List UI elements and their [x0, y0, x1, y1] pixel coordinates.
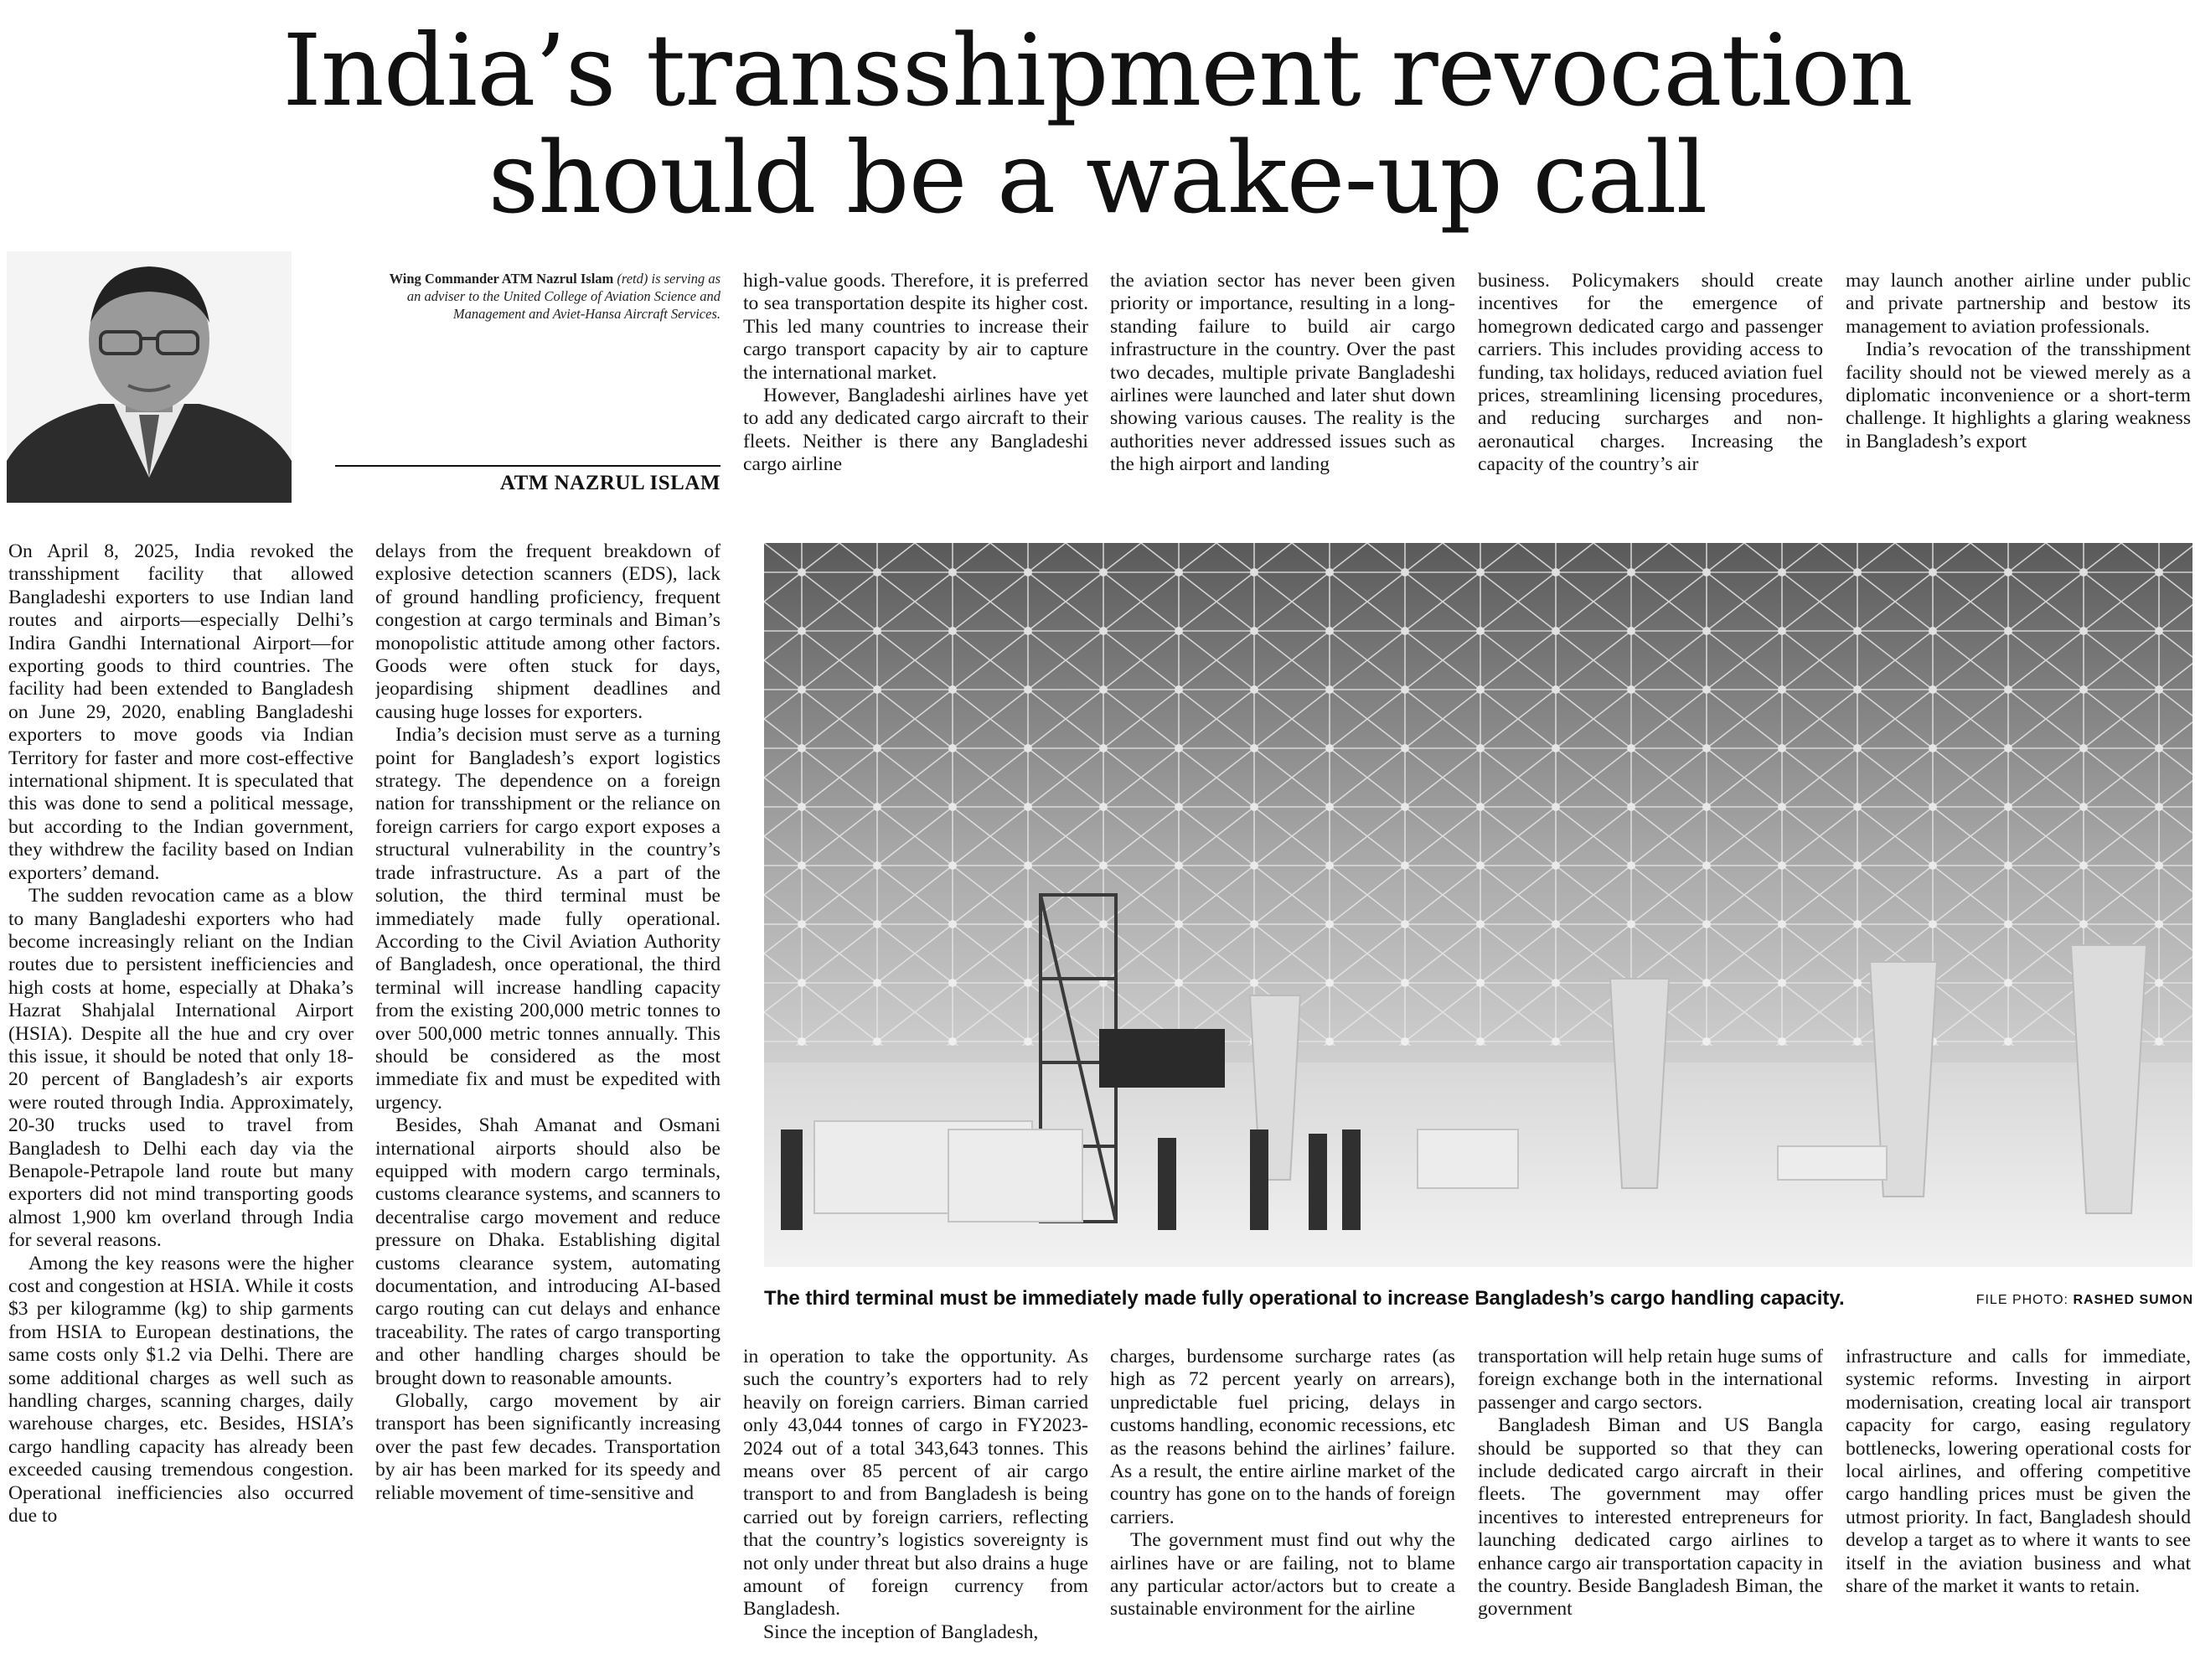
paragraph: the aviation sector has never been given priority or importance, resulting in a long-standing failure to build air cargo infrastructure in the country. Over the past two decades, multiple private Bangladeshi airlines were launched and later shut down showing various causes. The reality is the authorities never addressed issues such as the high airport and landing — [1110, 270, 1455, 476]
article-column-5-bottom — [1478, 1346, 1823, 1674]
headline-line-1: India’s transshipment revocation — [282, 13, 1913, 128]
paragraph: Among the key reasons were the higher cost and congestion at HSIA. While it costs $3 per kilogramme (kg) to ship garments from HSIA to European destinations, the same costs only $1.2 via Delhi. There are some additional charges as well such as handling charges, scanning charges, daily warehouse charges, etc. Besides, HSIA’s cargo handling capacity has already been exceeded causing tremendous congestion. Operational inefficiencies also occurred due to — [8, 1252, 354, 1528]
author-bio — [377, 270, 720, 323]
paragraph: business. Policymakers should create incentives for the emergence of homegrown dedicated cargo and passenger carriers. This includes providing access to funding, tax holidays, reduced aviation fuel prices, streamlining licensing procedures, and reducing surcharges and non-aeronautical charges. Increasing the capacity of the country’s air — [1478, 270, 1823, 476]
byline-rule — [335, 465, 720, 467]
paragraph: However, Bangladeshi airlines have yet to add any dedicated cargo aircraft to their fleets. Neither is there any Bangladeshi cargo airline — [743, 385, 1088, 476]
terminal-photo — [764, 543, 2192, 1267]
article-column-3-bottom — [743, 1346, 1088, 1674]
byline: ATM NAZRUL ISLAM — [499, 472, 720, 494]
paragraph: Besides, Shah Amanat and Osmani international airports should also be equipped with modern cargo terminals, customs clearance systems, and scanners to decentralise cargo movement and reduce pressure on Dhaka. Establishing digital customs clearance system, automating documentation, and introducing AI-based cargo routing can cut delays and enhance traceability. The rates of cargo transporting and other handling charges should be brought down to reasonable amounts. — [375, 1114, 720, 1389]
paragraph: The government must find out why the airlines have or are failing, not to blame any particular actor/actors but to create a sustainable environment for the airline — [1110, 1529, 1455, 1621]
author-bio-name: Wing Commander ATM Nazrul Islam — [389, 271, 614, 287]
paragraph: infrastructure and calls for immediate, systemic reforms. Investing in airport modernisation, creating local air transport capacity for cargo, easing regulatory bottlenecks, lowering operational costs for local airlines, and offering competitive cargo handling prices must be given the utmost priority. In fact, Bangladesh should develop a target as to where it wants to see itself in the aviation business and what share of the market it wants to retain. — [1846, 1346, 2191, 1598]
paragraph: India’s decision must serve as a turning point for Bangladesh’s export logistics strategy. The dependence on a foreign nation for transshipment or the reliance on foreign carriers for cargo export exposes a structural vulnerability in the country’s trade infrastructure. As a part of the solution, the third terminal must be immediately made fully operational. According to the Civil Aviation Authority of Bangladesh, once operational, the third terminal will increase handling capacity from the existing 200,000 metric tonnes to over 500,000 metric tonnes annually. This should be considered as the most immediate fix and must be expedited with urgency. — [375, 724, 720, 1114]
paragraph: India’s revocation of the transshipment facility should not be viewed merely as a diplomatic inconvenience or a short-term challenge. It highlights a glaring weakness in Bangladesh’s export — [1846, 339, 2191, 452]
photo-credit-name: RASHED SUMON — [2073, 1293, 2193, 1307]
paragraph: charges, burdensome surcharge rates (as high as 72 percent yearly on arrears), unpredictable fuel pricing, delays in customs handling, economic recessions, etc as the reasons behind the airlines’ failure. As a result, the entire airline market of the country has gone on to the hands of foreign carriers. — [1110, 1346, 1455, 1528]
paragraph: On April 8, 2025, India revoked the transshipment facility that allowed Bangladeshi exporters to use Indian land routes and airports—especially Delhi’s Indira Gandhi International Airport—for exporting goods to third countries. The facility had been extended to Bangladesh on June 29, 2020, enabling Bangladeshi exporters to move goods via Indian Territory for faster and more cost-effective international shipment. It is speculated that this was done to send a political message, but according to the Indian government, they withdrew the facility based on Indian exporters’ demand. — [8, 540, 354, 884]
photo-caption: The third terminal must be immediately made fully operational to increase Bangladesh’s cargo handling capacity. — [764, 1287, 1845, 1310]
headline — [0, 13, 2195, 235]
paragraph: high-value goods. Therefore, it is preferred to sea transportation despite its higher cost. This led many countries to increase their cargo transport capacity by air to capture the international market. — [743, 270, 1088, 384]
article-column-4-top — [1110, 270, 1455, 509]
article-column-5-top — [1478, 270, 1823, 509]
article-column-2 — [375, 540, 720, 1673]
headline-line-2: should be a wake-up call — [488, 120, 1707, 235]
article-column-3-top — [743, 270, 1088, 509]
paragraph: Since the inception of Bangladesh, — [763, 1621, 1039, 1643]
paragraph: Globally, cargo movement by air transport has been significantly increasing over the past few decades. Transportation by air has been marked for its speedy and reliable movement of time-sensitive and — [375, 1390, 720, 1504]
paragraph: The sudden revocation came as a blow to many Bangladeshi exporters who had become increasingly reliant on the Indian routes due to persistent inefficiencies and high costs at home, especially at Dhaka’s Hazrat Shahjalal International Airport (HSIA). Despite all the hue and cry over this issue, it should be noted that only 18-20 percent of Bangladesh’s air exports were routed through India. Approximately, 20-30 trucks used to travel from Bangladesh to Delhi each day via the Benapole-Petrapole land route but many exporters did not mind transporting goods almost 1,900 km overland through India for several reasons. — [8, 885, 354, 1252]
paragraph: delays from the frequent breakdown of explosive detection scanners (EDS), lack of ground handling proficiency, frequent congestion at cargo terminals and Biman’s monopolistic attitude among other factors. Goods were often stuck for days, jeopardising shipment deadlines and causing huge losses for exporters. — [375, 540, 720, 723]
author-bio-text: (retd) is serving as an adviser to the United College of Aviation Science and Management and Aviet-Hansa Aircraft Services. — [406, 271, 720, 322]
photo-credit-label: FILE PHOTO: — [1976, 1293, 2068, 1307]
paragraph: transportation will help retain huge sums of foreign exchange both in the international passenger and cargo sectors. — [1478, 1346, 1823, 1414]
paragraph: Bangladesh Biman and US Bangla should be supported so that they can include dedicated cargo aircraft in their fleets. The government may offer incentives to interested entrepreneurs for launching dedicated cargo airlines to enhance cargo air transportation capacity in the country. Beside Bangladesh Biman, the government — [1478, 1414, 1823, 1621]
paragraph: may launch another airline under public and private partnership and bestow its management to aviation professionals. — [1846, 270, 2191, 338]
photo-credit — [1927, 1293, 2193, 1308]
paragraph: in operation to take the opportunity. As such the country’s exporters had to rely heavily on foreign carriers. Biman carried only 43,044 tonnes of cargo in FY2023-2024 out of a total 343,643 tonnes. This means over 85 percent of air cargo transport to and from Bangladesh is being carried out by foreign carriers, reflecting that the country’s logistics sovereignty is not only under threat but also drains a huge amount of foreign currency from Bangladesh. — [743, 1346, 1088, 1621]
article-column-6-top — [1846, 270, 2191, 509]
author-photo — [7, 251, 292, 503]
article-column-6-bottom — [1846, 1346, 2191, 1674]
article-column-1 — [8, 540, 354, 1673]
article-column-4-bottom — [1110, 1346, 1455, 1674]
